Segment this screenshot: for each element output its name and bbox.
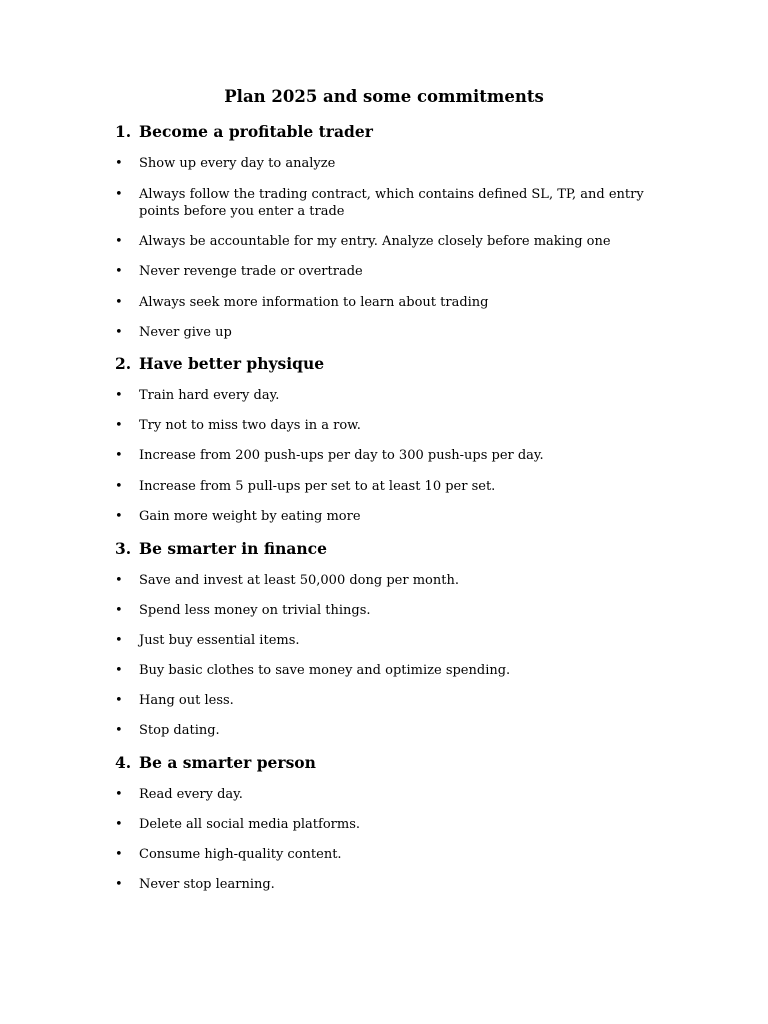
bullet-icon: • <box>115 418 123 433</box>
list-item <box>115 294 655 311</box>
section-number: 4. <box>115 753 132 772</box>
list-item <box>115 186 655 220</box>
bullet-icon: • <box>115 479 123 494</box>
bullet-icon: • <box>115 295 123 310</box>
bullet-icon: • <box>115 787 123 802</box>
bullet-icon: • <box>115 847 123 862</box>
list-item <box>115 722 655 739</box>
list-item-text: Always follow the trading contract, which contains defined SL, TP, and entry points before you enter a trade <box>139 187 644 219</box>
section-heading-text: Be smarter in finance <box>139 539 327 558</box>
section-heading-3 <box>115 539 327 559</box>
list-item-text: Consume high-quality content. <box>139 847 342 862</box>
bullet-icon: • <box>115 573 123 588</box>
list-item <box>115 263 655 280</box>
bullet-icon: • <box>115 693 123 708</box>
list-item <box>115 447 655 464</box>
section-heading-text: Become a profitable trader <box>139 122 373 141</box>
list-item-text: Spend less money on trivial things. <box>139 603 371 618</box>
bullet-icon: • <box>115 877 123 892</box>
list-item <box>115 324 655 341</box>
list-item <box>115 417 655 434</box>
section-number: 3. <box>115 539 132 558</box>
document-title: Plan 2025 and some commitments <box>224 87 544 106</box>
list-item <box>115 632 655 649</box>
list-item-text: Stop dating. <box>139 723 220 738</box>
bullet-icon: • <box>115 264 123 279</box>
list-item <box>115 692 655 709</box>
list-item <box>115 876 655 893</box>
section-number: 1. <box>115 122 132 141</box>
list-item-text: Try not to miss two days in a row. <box>139 418 361 433</box>
section-heading-4 <box>115 753 316 773</box>
list-item-text: Read every day. <box>139 787 243 802</box>
list-item-text: Never revenge trade or overtrade <box>139 264 363 279</box>
list-item-text: Always seek more information to learn about trading <box>139 295 489 310</box>
list-item-text: Show up every day to analyze <box>139 156 336 171</box>
section-heading-text: Have better physique <box>139 354 325 373</box>
list-item-text: Delete all social media platforms. <box>139 817 361 832</box>
section-heading-text: Be a smarter person <box>139 753 316 772</box>
list-item-text: Hang out less. <box>139 693 234 708</box>
list-item-text: Never give up <box>139 325 232 340</box>
list-item <box>115 602 655 619</box>
list-item-text: Train hard every day. <box>139 388 280 403</box>
list-item-text: Always be accountable for my entry. Analyze closely before making one <box>139 234 611 249</box>
list-item-text: Save and invest at least 50,000 dong per month. <box>139 573 459 588</box>
bullet-icon: • <box>115 603 123 618</box>
bullet-icon: • <box>115 388 123 403</box>
list-item <box>115 662 655 679</box>
list-item-text: Buy basic clothes to save money and optimize spending. <box>139 663 511 678</box>
section-number: 2. <box>115 354 132 373</box>
bullet-icon: • <box>115 156 123 171</box>
bullet-icon: • <box>115 723 123 738</box>
bullet-icon: • <box>115 234 123 249</box>
section-heading-2 <box>115 354 324 374</box>
bullet-icon: • <box>115 187 123 202</box>
list-item <box>115 387 655 404</box>
list-item-text: Never stop learning. <box>139 877 275 892</box>
list-item <box>115 786 655 803</box>
list-item-text: Increase from 200 push-ups per day to 300 push-ups per day. <box>139 448 544 463</box>
bullet-icon: • <box>115 663 123 678</box>
bullet-icon: • <box>115 633 123 648</box>
bullet-icon: • <box>115 817 123 832</box>
list-item-text: Gain more weight by eating more <box>139 509 361 524</box>
list-item <box>115 846 655 863</box>
list-item-text: Just buy essential items. <box>139 633 300 648</box>
bullet-icon: • <box>115 509 123 524</box>
list-item-text: Increase from 5 pull-ups per set to at least 10 per set. <box>139 479 496 494</box>
bullet-icon: • <box>115 448 123 463</box>
list-item <box>115 572 655 589</box>
list-item <box>115 816 655 833</box>
list-item <box>115 233 655 250</box>
bullet-icon: • <box>115 325 123 340</box>
section-heading-1 <box>115 122 373 142</box>
list-item <box>115 155 655 172</box>
list-item <box>115 508 655 525</box>
list-item <box>115 478 655 495</box>
